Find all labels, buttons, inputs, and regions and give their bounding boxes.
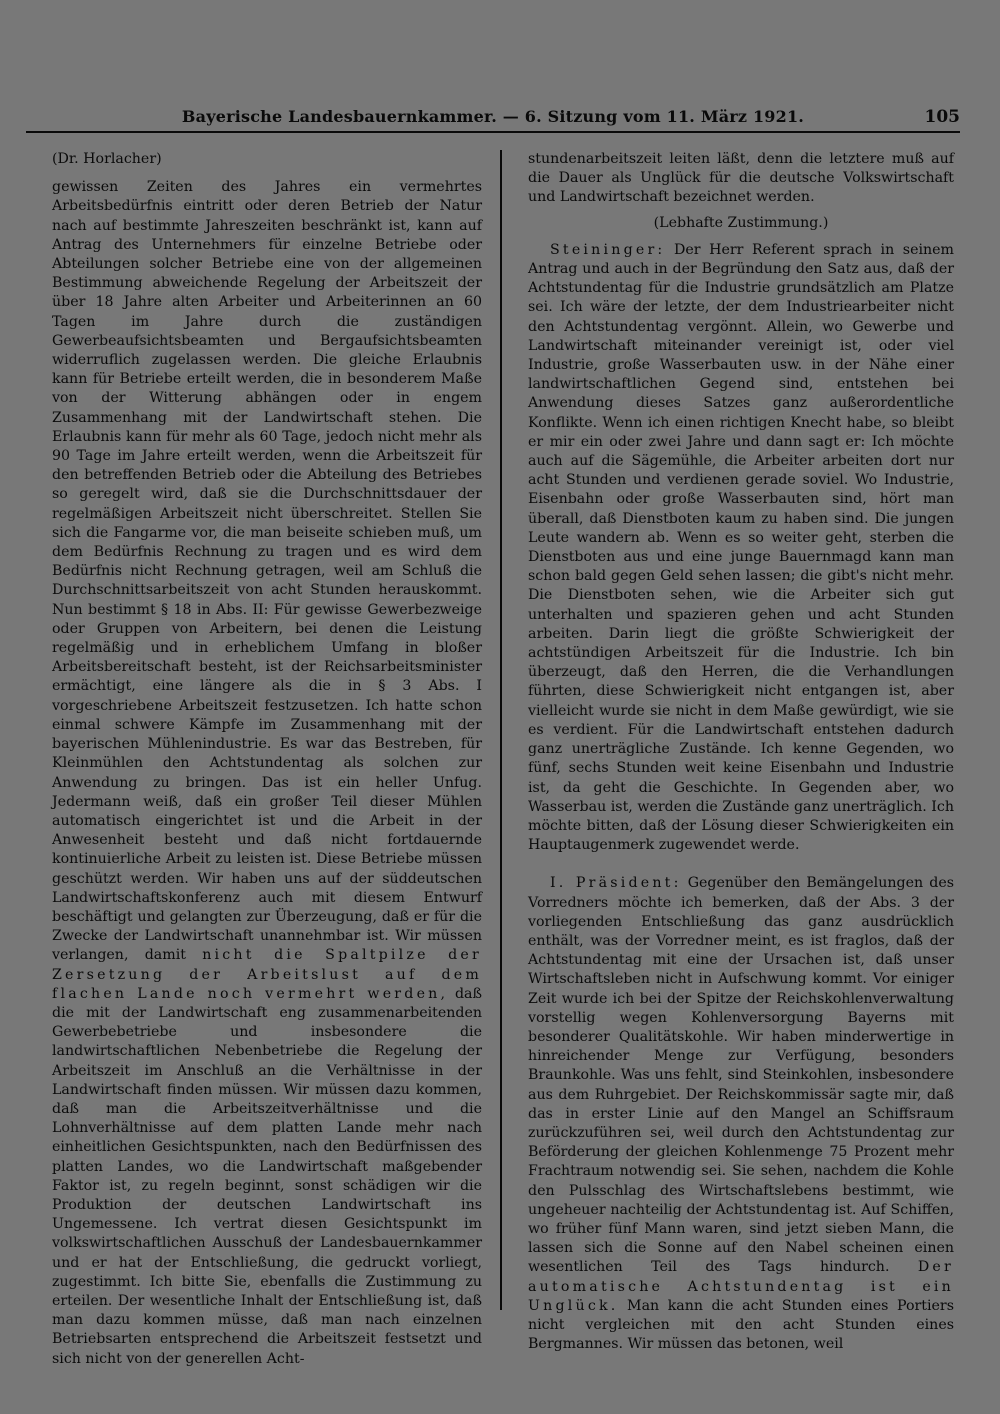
- left-paragraph-end: daß die mit der Landwirtschaft eng zusammenarbeitenden Gewerbebetriebe und insbesondere die landwirtschaftlichen Nebenbetriebe die Regelung der Arbeitszeit im Anschluß an die Verhältnisse in der Landwirtschaft finden müssen. Wir müssen dazu kommen, daß man die Arbeitszeitverhältnisse und die Lohnverhältnisse auf dem platten Lande mehr nach einheitlichen Gesichtspunkten, nach den Bedürfnissen des platten Landes, wo die Landwirtschaft maßgebender Faktor ist, zu regeln beginnt, sonst schädigen wir die Produktion der deutschen Landwirtschaft ins Ungemessene. Ich vertrat diesen Gesichtspunkt im volkswirtschaftlichen Ausschuß der Landesbauernkammer und er hat der Entschließung, die gedruckt vorliegt, zugestimmt. Ich bitte Sie, ebenfalls die Zustimmung zu erteilen. Der wesentliche Inhalt der Entschließung ist, daß man dazu kommen müsse, daß man nach einzelnen Betriebsarten entsprechend die Arbeitszeit festsetzt und sich nicht von der generellen Acht-: [52, 985, 482, 1367]
- speaker-name-steininger: Steininger:: [550, 241, 666, 258]
- speaker-name-president: I. Präsident:: [550, 875, 682, 892]
- right-column: [528, 150, 954, 1354]
- left-paragraph: [52, 178, 482, 1369]
- speech-president-text: Gegenüber den Bemängelungen des Vorredners möchte ich bemerken, daß der Abs. 3 der vorliegenden Entschließung das ganz ausdrücklich enthält, was der Vorredner meint, es ist fraglos, daß der Achtstundentag mit eine der Ursachen ist, daß unser Wirtschaftsleben nicht in Aufschwung kommt. Vor einiger Zeit wurde ich bei der Spitze der Reichskohlenverwaltung vorstellig wegen Kohlenversorgung Bayerns mit besonderer Qualitätskohle. Wir haben minderwertige in hinreichender Menge zur Verfügung, besonders Braunkohle. Was uns fehlt, sind Steinkohlen, insbesondere aus dem Ruhrgebiet. Der Reichskommissär sagte mir, daß das in erster Linie auf den Mangel an Schiffsraum zurückzuführen sei, weil durch den Achtstundentag zur Beförderung der gleichen Kohlenmenge 75 Prozent mehr Frachtraum notwendig sei. Sie sehen, nachdem die Kohle den Pulsschlag des Wirtschaftslebens bestimmt, wie ungeheuer nachteilig der Achtstundentag ist. Auf Schiffen, wo früher fünf Mann waren, sind jetzt sieben Mann, die lassen sich die Sonne auf den Nabel scheinen einen wesentlichen Teil des Tags hindurch.: [528, 875, 954, 1276]
- speaker-tag: (Dr. Horlacher): [52, 151, 162, 167]
- header-rule: [26, 131, 960, 133]
- speech-steininger: [528, 241, 954, 856]
- left-column: [52, 150, 482, 1369]
- column-divider: [500, 150, 502, 1310]
- left-paragraph-text: gewissen Zeiten des Jahres ein vermehrtes Arbeitsbedürfnis eintritt oder deren Betrieb der Natur nach auf bestimmte Jahreszeiten beschränkt ist, kann auf Antrag des Unternehmers für einzelne Betriebe oder Abteilungen solcher Betriebe eine von der allgemeinen Bestimmung abweichende Regelung der Arbeitszeit der über 18 Jahre alten Arbeiter und Arbeiterinnen an 60 Tagen im Jahre durch die zuständigen Gewerbeaufsichtsbeamten und Bergaufsichtsbeamten widerruflich zugelassen werden. Die gleiche Erlaubnis kann für Betriebe erteilt werden, die in besonderem Maße von der Witterung abhängen oder in engem Zusammenhang mit der Landwirtschaft stehen. Die Erlaubnis kann für mehr als 60 Tage, jedoch nicht mehr als 90 Tage im Jahre erteilt werden, wenn die Arbeitszeit für den betreffenden Betrieb oder die Abteilung des Betriebes so geregelt wird, daß sie die Durchschnittsdauer der regelmäßigen Arbeitszeit nicht überschreitet. Stellen Sie sich die Fangarme vor, die man beiseite schieben muß, um dem Bedürfnis Rechnung zu tragen und es wird dem Bedürfnis nicht Rechnung getragen, weil am Schluß die Durchschnittsarbeitszeit von acht Stunden herauskommt. Nun bestimmt § 18 in Abs. II: Für gewisse Gewerbezweige oder Gruppen von Arbeitern, bei denen die Leistung regelmäßig und in erheblichem Umfang in bloßer Arbeitsbereitschaft besteht, ist der Reichsarbeitsminister ermächtigt, eine längere als die in § 3 Abs. I vorgeschriebene Arbeitszeit festzusetzen. Ich hatte schon einmal schwere Kämpfe im Zusammenhang mit der bayerischen Mühlenindustrie. Es war das Bestreben, für Kleinmühlen den Achtstundentag als solchen zur Anwendung zu bringen. Das ist ein heller Unfug. Jedermann weiß, daß ein großer Teil dieser Mühlen automatisch eingerichtet ist und die Arbeit in der Anwesenheit besteht und daß nicht fortdauernde kontinuierliche Arbeit zu leisten ist. Diese Betriebe müssen geschützt werden. Wir haben uns auf der süddeutschen Landwirtschaftskonferenz auch mit diesem Entwurf beschäftigt und gelangten zur Überzeugung, daß er für die Zwecke der Landwirtschaft unannehmbar ist. Wir müssen verlangen, damit: [52, 179, 482, 964]
- running-title: Bayerische Landesbauernkammer. — 6. Sitzung vom 11. März 1921.: [181, 107, 805, 126]
- speech-president: [528, 874, 954, 1354]
- emphasized-text: nicht die Spaltpilze der Zersetzung der Arbeitslust auf dem flachen Lande noch vermehrt werden,: [52, 947, 482, 1002]
- speech-steininger-text: Der Herr Referent sprach in seinem Antrag und auch in der Begründung den Satz aus, daß der Achtstundentag für die Industrie grundsätzlich am Platze sei. Ich wäre der letzte, der dem Industriearbeiter nicht den Achtstundentag vergönnt. Allein, wo Gewerbe und Landwirtschaft miteinander vereinigt ist, oder viel Industrie, große Wasserbauten usw. in der Nähe einer landwirtschaftlichen Gegend sind, entstehen bei Anwendung dieses Satzes ganz außerordentliche Konflikte. Wenn ich einen richtigen Knecht habe, so bleibt er mir ein oder zwei Jahre und dann sagt er: Ich möchte auch auf die Sägemühle, die Arbeiter arbeiten dort nur acht Stunden und verdienen gerade soviel. Wo Industrie, Eisenbahn oder große Wasserbauten sind, hört man überall, daß Dienstboten kaum zu haben sind. Die jungen Leute wandern ab. Wenn es so weiter geht, sterben die Dienstboten aus und eine junge Bauernmagd kann man schon bald gegen Geld sehen lassen; die gibt's nicht mehr. Die Dienstboten sehen, wie die Arbeiter sich gut unterhalten und spazieren gehen und acht Stunden arbeiten. Darin liegt die größte Schwierigkeit der achtstündigen Arbeitszeit für die Industrie. Ich bin überzeugt, daß den Herren, die die Verhandlungen führten, diese Schwierigkeit nicht entgangen ist, aber vielleicht wurde sie nicht in dem Maße gewürdigt, wie sie es verdient. Für die Landwirtschaft entstehen dadurch ganz unerträgliche Zustände. Ich kenne Gegenden, wo fünf, sechs Stunden weit keine Eisenbahn und Industrie ist, da geht die Geschichte. In Gegenden aber, wo Wasserbau ist, werden die Zustände ganz unerträglich. Ich möchte bitten, daß der Lösung dieser Schwierigkeiten ein Hauptaugenmerk zugewendet werde.: [528, 241, 954, 854]
- speech-president-end: Man kann die acht Stunden eines Portiers nicht vergleichen mit den acht Stunden eines Bergmannes. Wir müssen das betonen, weil: [528, 1297, 954, 1353]
- emphasized-text-president: Der automatische Achtstundentag ist ein Unglück.: [528, 1259, 954, 1314]
- right-paragraph-continued: stundenarbeitszeit leiten läßt, denn die letztere muß auf die Dauer als Unglück für die deutsche Volkswirtschaft und Landwirtschaft bezeichnet werden.: [528, 151, 954, 206]
- applause-note: (Lebhafte Zustimmung.): [653, 214, 829, 231]
- running-header: [26, 104, 960, 130]
- page-number: 105: [924, 107, 960, 127]
